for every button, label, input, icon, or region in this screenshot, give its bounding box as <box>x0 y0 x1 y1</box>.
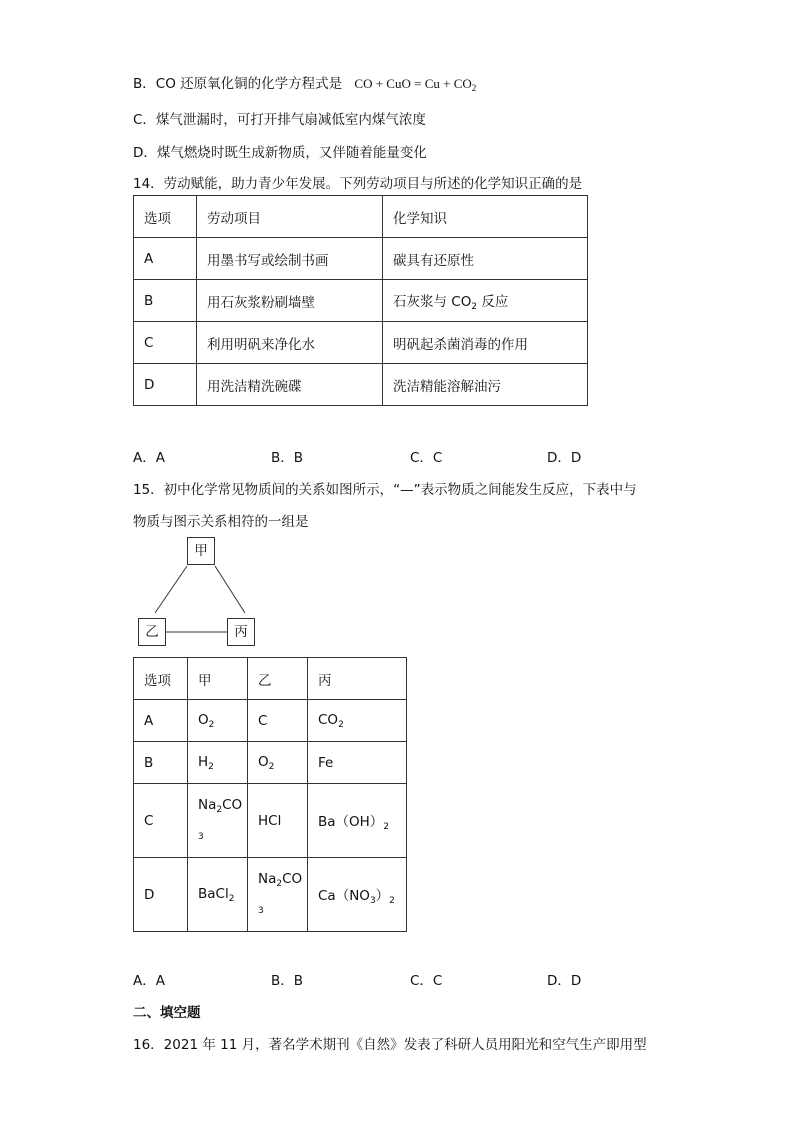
substance-cell: $H_2$ <box>188 742 248 784</box>
option-cell: C <box>134 784 188 858</box>
labor-item-cell: 用墨书写或绘制书画 <box>197 238 383 280</box>
choice-b[interactable]: B．B <box>271 973 304 989</box>
edge-jia-bing <box>215 566 245 613</box>
choice-d[interactable]: D．D <box>547 450 582 466</box>
q15-stem-line1: 15．初中化学常见物质间的关系如图所示，“—”表示物质之间能发生反应，下表中与 <box>133 482 637 498</box>
q14-stem: 14．劳动赋能，助力青少年发展。下列劳动项目与所述的化学知识正确的是 <box>133 176 583 192</box>
edge-jia-yi <box>155 566 187 613</box>
table-row <box>134 700 407 742</box>
option-cell: C <box>134 322 197 364</box>
q14-table <box>133 195 588 406</box>
q13-option-b <box>133 72 476 93</box>
substance-cell: $Ca(NO_3)_2$ <box>308 858 407 932</box>
substance-cell: HCl <box>248 784 308 858</box>
option-cell: B <box>134 742 188 784</box>
substance-cell: $O_2$ <box>248 742 308 784</box>
diagram-node-yi: 乙 <box>138 618 166 646</box>
option-cell: D <box>134 858 188 932</box>
table-header-cell: 甲 <box>188 658 248 700</box>
q13-option-b-text: B．CO 还原氧化铜的化学方程式是 <box>133 76 343 92</box>
substance-cell: Fe <box>308 742 407 784</box>
table-header-cell: 化学知识 <box>383 196 588 238</box>
choice-c[interactable]: C．C <box>410 973 443 989</box>
q15-stem-line2: 物质与图示关系相符的一组是 <box>133 514 309 530</box>
substance-cell: $Na_2CO$ $_3$ <box>248 858 308 932</box>
labor-item-cell: 用洗洁精洗碗碟 <box>197 364 383 406</box>
substance-cell: $Na_2CO$ $_3$ <box>188 784 248 858</box>
q13-equation: CO + CuO = $Cu + CO_2$ <box>354 76 477 93</box>
table-header-cell: 选项 <box>134 658 188 700</box>
q16-stem: 16．2021 年 11 月，著名学术期刊《自然》发表了科研人员用阳光和空气生产即用型 <box>133 1037 647 1053</box>
table-header-row <box>134 658 407 700</box>
option-cell: B <box>134 280 197 322</box>
knowledge-cell: 明矾起杀菌消毒的作用 <box>383 322 588 364</box>
table-header-cell: 乙 <box>248 658 308 700</box>
diagram-node-jia: 甲 <box>187 537 215 565</box>
substance-cell: C <box>248 700 308 742</box>
labor-item-cell: 用石灰浆粉刷墙壁 <box>197 280 383 322</box>
table-row <box>134 742 407 784</box>
diagram-node-bing: 丙 <box>227 618 255 646</box>
q15-table <box>133 657 407 932</box>
option-cell: D <box>134 364 197 406</box>
table-header-cell: 丙 <box>308 658 407 700</box>
substance-cell: $CO_2$ <box>308 700 407 742</box>
q13-option-c: C．煤气泄漏时，可打开排气扇减低室内煤气浓度 <box>133 112 426 128</box>
table-row <box>134 322 588 364</box>
choice-d[interactable]: D．D <box>547 973 582 989</box>
table-row <box>134 280 588 322</box>
substance-cell: $Ba(OH)_2$ <box>308 784 407 858</box>
table-row <box>134 784 407 858</box>
table-header-row <box>134 196 588 238</box>
option-cell: A <box>134 700 188 742</box>
knowledge-cell: 石灰浆与 $CO_2$ 反应 <box>383 280 588 322</box>
labor-item-cell: 利用明矾来净化水 <box>197 322 383 364</box>
choice-a[interactable]: A．A <box>133 450 165 466</box>
knowledge-cell: 碳具有还原性 <box>383 238 588 280</box>
option-cell: A <box>134 238 197 280</box>
q13-option-d: D．煤气燃烧时既生成新物质，又伴随着能量变化 <box>133 145 427 161</box>
choice-b[interactable]: B．B <box>271 450 304 466</box>
table-header-cell: 选项 <box>134 196 197 238</box>
section-heading-fill-in: 二、填空题 <box>133 1005 201 1021</box>
choice-c[interactable]: C．C <box>410 450 443 466</box>
knowledge-cell: 洗洁精能溶解油污 <box>383 364 588 406</box>
substance-cell: $O_2$ <box>188 700 248 742</box>
table-row <box>134 858 407 932</box>
table-row <box>134 364 588 406</box>
table-row <box>134 238 588 280</box>
choice-a[interactable]: A．A <box>133 973 165 989</box>
table-header-cell: 劳动项目 <box>197 196 383 238</box>
substance-cell: BaCl$_2$ <box>188 858 248 932</box>
